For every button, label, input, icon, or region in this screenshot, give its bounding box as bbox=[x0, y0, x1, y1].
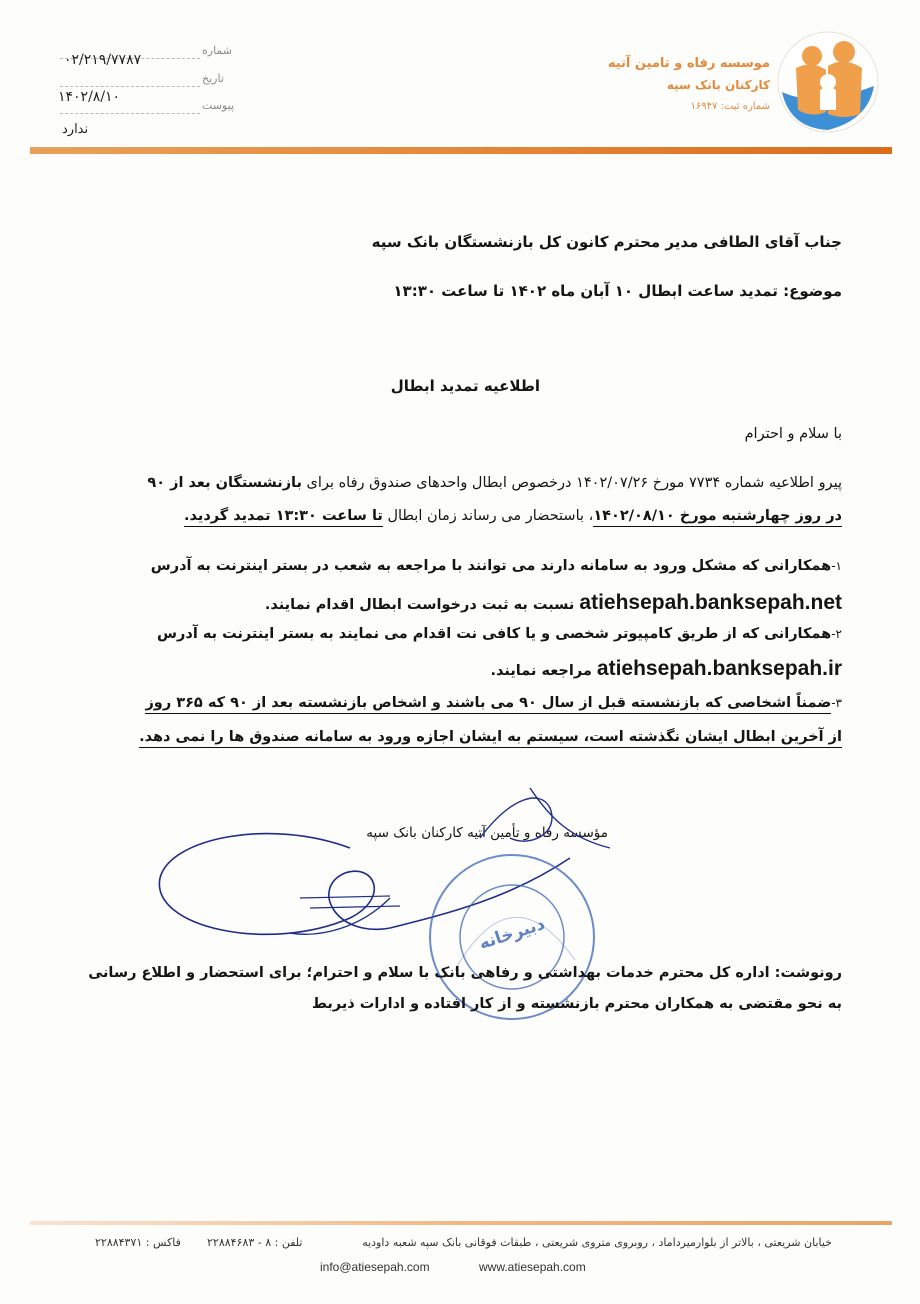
attachment-label: پیوست bbox=[202, 99, 235, 112]
organization-name-subtitle: کارکنان بانک سپه bbox=[666, 78, 770, 92]
footer-address: خیابان شریعتی ، بالاتر از بلوارمیرداماد ، روبروی متروی شریعتی ، طبقات فوقانی بانک سپه شعبه داودیه bbox=[362, 1236, 832, 1249]
item-1-url[interactable]: atiehsepah.banksepah.net bbox=[579, 591, 842, 614]
item-1-text: همکارانی که مشکل ورود به سامانه دارند می توانند با مراجعه به شعب در بستر اینترنت به آدرس bbox=[150, 558, 832, 574]
footer-website[interactable]: www.atiesepah.com bbox=[479, 1260, 586, 1274]
paragraph-1-extension: تا ساعت ۱۳:۳۰ تمدید گردید. bbox=[184, 508, 383, 527]
date-line bbox=[60, 86, 200, 87]
item-2-number: ۲- bbox=[831, 627, 842, 641]
item-3-line-1 bbox=[145, 695, 842, 712]
organization-name: موسسه رفاه و تامین آتیه bbox=[607, 56, 770, 71]
item-1-text-end: نسبت به ثبت درخواست ابطال اقدام نمایند. bbox=[264, 597, 580, 613]
item-3-text-2: از آخرین ابطال ایشان نگذشته است، سیستم به ایشان اجازه ورود به سامانه صندوق ها را نمی دهد. bbox=[139, 729, 842, 748]
item-3-text: ضمناً اشخاصی که بازنشسته قبل از سال ۹۰ می باشند و اشخاص بازنشسته بعد از ۹۰ که ۳۶۵ روز bbox=[145, 695, 831, 714]
paragraph-1-bold: بازنشستگان بعد از ۹۰ bbox=[147, 475, 302, 491]
notice-title: اطلاعیه تمدید ابطال bbox=[390, 377, 540, 395]
cc-line-1: رونوشت: اداره کل محترم خدمات بهداشتی و رفاهی بانک با سلام و احترام؛ برای استحضار و اطلاع رسانی bbox=[88, 965, 842, 981]
recipient-line: جناب آقای الطافی مدیر محترم کانون کل بازنشستگان بانک سپه bbox=[371, 233, 842, 251]
letter-attachment: ندارد bbox=[62, 122, 89, 137]
letter-date: ۱۴۰۲/۸/۱۰ bbox=[58, 89, 121, 105]
item-3-number: ۳- bbox=[831, 696, 842, 710]
paragraph-1-date: در روز چهارشنبه مورخ ۱۴۰۲/۰۸/۱۰ bbox=[593, 508, 842, 527]
greeting: با سلام و احترام bbox=[744, 426, 842, 442]
logo-emblem-icon bbox=[776, 30, 880, 134]
item-1-line-2 bbox=[265, 590, 842, 615]
paragraph-1-line-2 bbox=[184, 508, 842, 525]
footer-phone: تلفن : ۸ - ۲۲۸۸۴۶۸۳ bbox=[207, 1236, 303, 1249]
header-divider bbox=[30, 147, 892, 154]
organization-registration: شماره ثبت: ۱۶۹۴۷ bbox=[690, 101, 770, 112]
paragraph-1-line-1 bbox=[147, 475, 842, 492]
organization-logo bbox=[776, 30, 880, 134]
item-2-line-2 bbox=[491, 656, 842, 681]
number-label: شماره bbox=[202, 44, 233, 57]
date-label: تاریخ bbox=[202, 72, 224, 85]
item-2-url[interactable]: atiehsepah.banksepah.ir bbox=[596, 657, 842, 680]
footer-fax: فاکس : ۲۲۸۸۴۳۷۱ bbox=[95, 1236, 181, 1249]
paragraph-1-text: پیرو اطلاعیه شماره ۷۷۳۴ مورخ ۱۴۰۲/۰۷/۲۶ درخصوص ابطال واحدهای صندوق رفاه برای bbox=[301, 475, 842, 491]
attachment-line bbox=[60, 113, 200, 114]
item-2-line-1 bbox=[157, 626, 842, 643]
item-2-text-end: مراجعه نمایند. bbox=[490, 663, 597, 679]
footer-email[interactable]: info@atiesepah.com bbox=[320, 1260, 430, 1274]
item-1-line-1 bbox=[151, 558, 842, 575]
subject-line: موضوع: تمدید ساعت ابطال ۱۰ آبان ماه ۱۴۰۲ تا ساعت ۱۳:۳۰ bbox=[393, 282, 842, 300]
cc-line-2: به نحو مقتضی به همکاران محترم بازنشسته و از کار افتاده و ادارات ذیربط bbox=[311, 996, 842, 1012]
stamp-center-text: دبیرخانه bbox=[476, 913, 548, 955]
paragraph-1-middle: ، باستحضار می رساند زمان ابطال bbox=[382, 508, 594, 524]
item-3-line-2 bbox=[139, 729, 842, 746]
item-2-text: همکارانی که از طریق کامپیوتر شخصی و یا کافی نت اقدام می نمایند به بستر اینترنت به آدرس bbox=[157, 626, 832, 642]
footer-divider bbox=[30, 1221, 892, 1225]
item-1-number: ۱- bbox=[831, 559, 842, 573]
letter-number: ۰۲/۲۱۹/۷۷۸۷ bbox=[64, 52, 142, 68]
signature-organization: مؤسسه رفاه و تأمین آتیه کارکنان بانک سپه bbox=[366, 825, 608, 841]
